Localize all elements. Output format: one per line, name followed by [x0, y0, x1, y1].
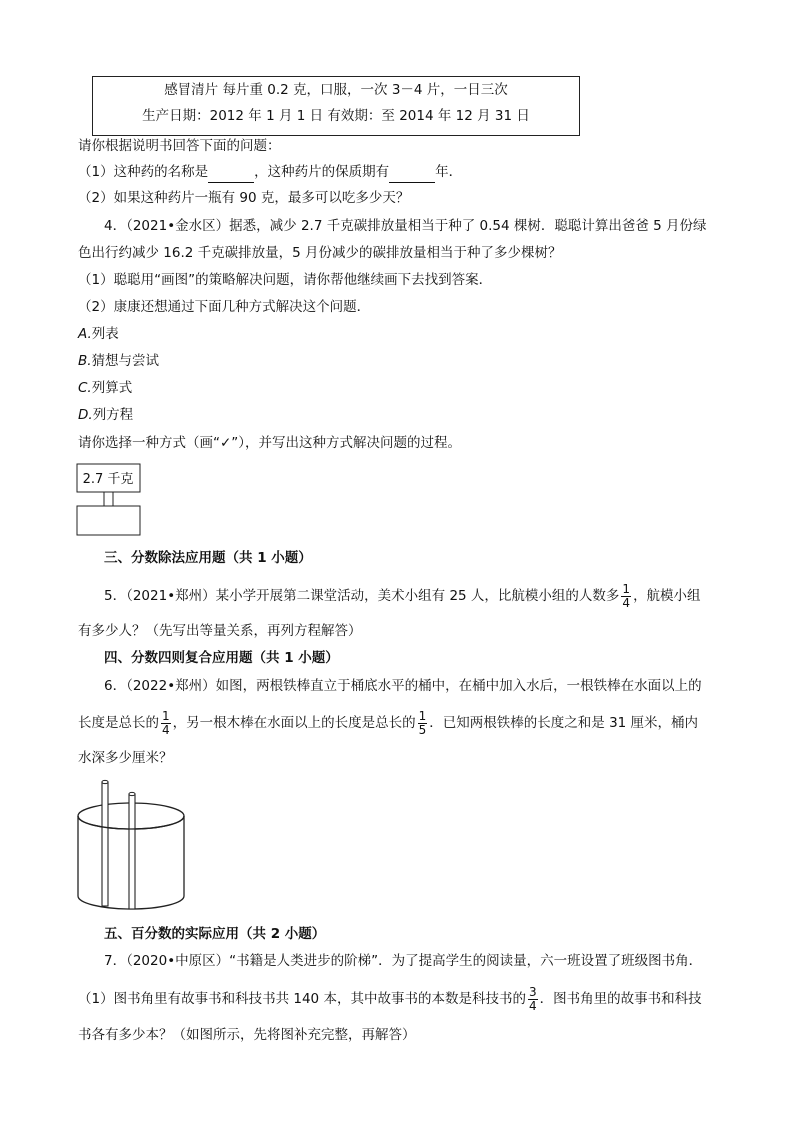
q6-line-1: 6．（2022•郑州）如图，两根铁棒直立于桶底水平的桶中，在桶中加入水后，一根铁棒在水面以上的: [104, 678, 702, 694]
q4-line-2: 色出行约减少 16.2 千克碳排放量，5 月份减少的碳排放量相当于种了多少棵树？: [78, 245, 562, 261]
option-b-text: 猜想与尝试: [91, 353, 160, 369]
q7-fraction: [528, 986, 538, 1013]
option-c-text: 列算式: [91, 380, 133, 396]
q3-part1-text-b: ，这种药片的保质期有: [254, 164, 390, 180]
q6-line-2: [78, 709, 698, 737]
q5-frac-den: 4: [622, 595, 631, 610]
q3-part2: （2）如果这种药片一瓶有 90 克，最多可以吃多少天？: [78, 190, 410, 206]
info-line-1: 感冒清片 每片重 0.2 克，口服，一次 3－4 片，一日三次: [164, 82, 508, 98]
diagram-label: 2.7 千克: [82, 472, 134, 487]
option-c-letter: C.: [78, 380, 92, 396]
option-d-text: 列方程: [92, 407, 134, 423]
q6-text-b: ，另一根木棒在水面以上的长度是总长的: [172, 715, 416, 731]
section-3-heading: 三、分数除法应用题（共 1 小题）: [104, 550, 312, 566]
q7-text-b: ．图书角里的故事书和科技: [539, 991, 702, 1007]
option-d-letter: D.: [78, 407, 93, 423]
q4-choose: 请你选择一种方式（画“✓”），并写出这种方式解决问题的过程。: [78, 435, 462, 451]
q6-fraction-1: [161, 710, 171, 737]
q6-frac2-num: 1: [418, 708, 427, 723]
q7-frac-den: 4: [528, 998, 537, 1013]
q6-line-3: 水深多少厘米？: [78, 750, 173, 766]
q6-frac2-den: 5: [418, 722, 427, 737]
q5-fraction: [621, 583, 631, 610]
medicine-info-box: [92, 76, 580, 136]
diagram-bottom-box[interactable]: [77, 506, 140, 535]
q4-part1: （1）聪聪用“画图”的策略解决问题，请你帮他继续画下去找到答案．: [78, 272, 493, 288]
q5-text-a: 5．（2021•郑州）某小学开展第二课堂活动，美术小组有 25 人，比航模小组的人数多: [104, 588, 620, 604]
q6-text-c: ．已知两根铁棒的长度之和是 31 厘米，桶内: [429, 715, 699, 731]
answer-blank-1[interactable]: [208, 162, 254, 183]
q3-part1-text-a: （1）这种药的名称是: [78, 164, 209, 180]
option-a: [78, 324, 119, 344]
iron-rod-1: [102, 780, 108, 906]
q6-frac1-den: 4: [162, 722, 170, 737]
q4-part2: （2）康康还想通过下面几种方式解决这个问题．: [78, 299, 371, 315]
option-b: [78, 351, 159, 371]
bucket-illustration: [74, 778, 192, 916]
q6-fraction-2: [418, 710, 428, 737]
q5-text-b: ，航模小组: [633, 588, 701, 604]
option-b-letter: B.: [78, 353, 92, 369]
carbon-diagram: [76, 463, 142, 537]
q4-line-1: 4．（2021•金水区）据悉，减少 2.7 千克碳排放量相当于种了 0.54 棵树．聪聪计算出爸爸 5 月份绿: [104, 218, 707, 234]
section-4-heading: 四、分数四则复合应用题（共 1 小题）: [104, 650, 339, 666]
option-c: [78, 378, 132, 398]
q7-line-2: [78, 985, 702, 1013]
q7-line-1: 7．（2020•中原区）“书籍是人类进步的阶梯”．为了提高学生的阅读量，六一班设置了班级图书角．: [104, 953, 703, 969]
option-a-text: 列表: [91, 326, 119, 342]
q3-part1-text-c: 年．: [435, 164, 463, 180]
q6-text-a: 长度是总长的: [78, 715, 159, 731]
q7-line-3: 书各有多少本？（如图所示，先将图补充完整，再解答）: [78, 1027, 416, 1043]
q7-text-a: （1）图书角里有故事书和科技书共 140 本，其中故事书的本数是科技书的: [78, 991, 526, 1007]
info-line-2: 生产日期：2012 年 1 月 1 日 有效期：至 2014 年 12 月 31 日: [142, 108, 530, 124]
q5-line-1: [104, 582, 701, 610]
q5-line-2: 有多少人？（先写出等量关系，再列方程解答）: [78, 623, 362, 639]
q3-intro: 请你根据说明书回答下面的问题：: [78, 138, 281, 154]
q3-part1: [78, 162, 462, 183]
option-a-letter: A.: [78, 326, 92, 342]
q6-frac1-num: 1: [162, 708, 170, 723]
option-d: [78, 405, 133, 425]
q7-frac-num: 3: [528, 984, 537, 999]
section-5-heading: 五、百分数的实际应用（共 2 小题）: [104, 926, 326, 942]
iron-rod-2: [129, 792, 135, 909]
q5-frac-num: 1: [622, 581, 631, 596]
answer-blank-2[interactable]: [389, 162, 435, 183]
